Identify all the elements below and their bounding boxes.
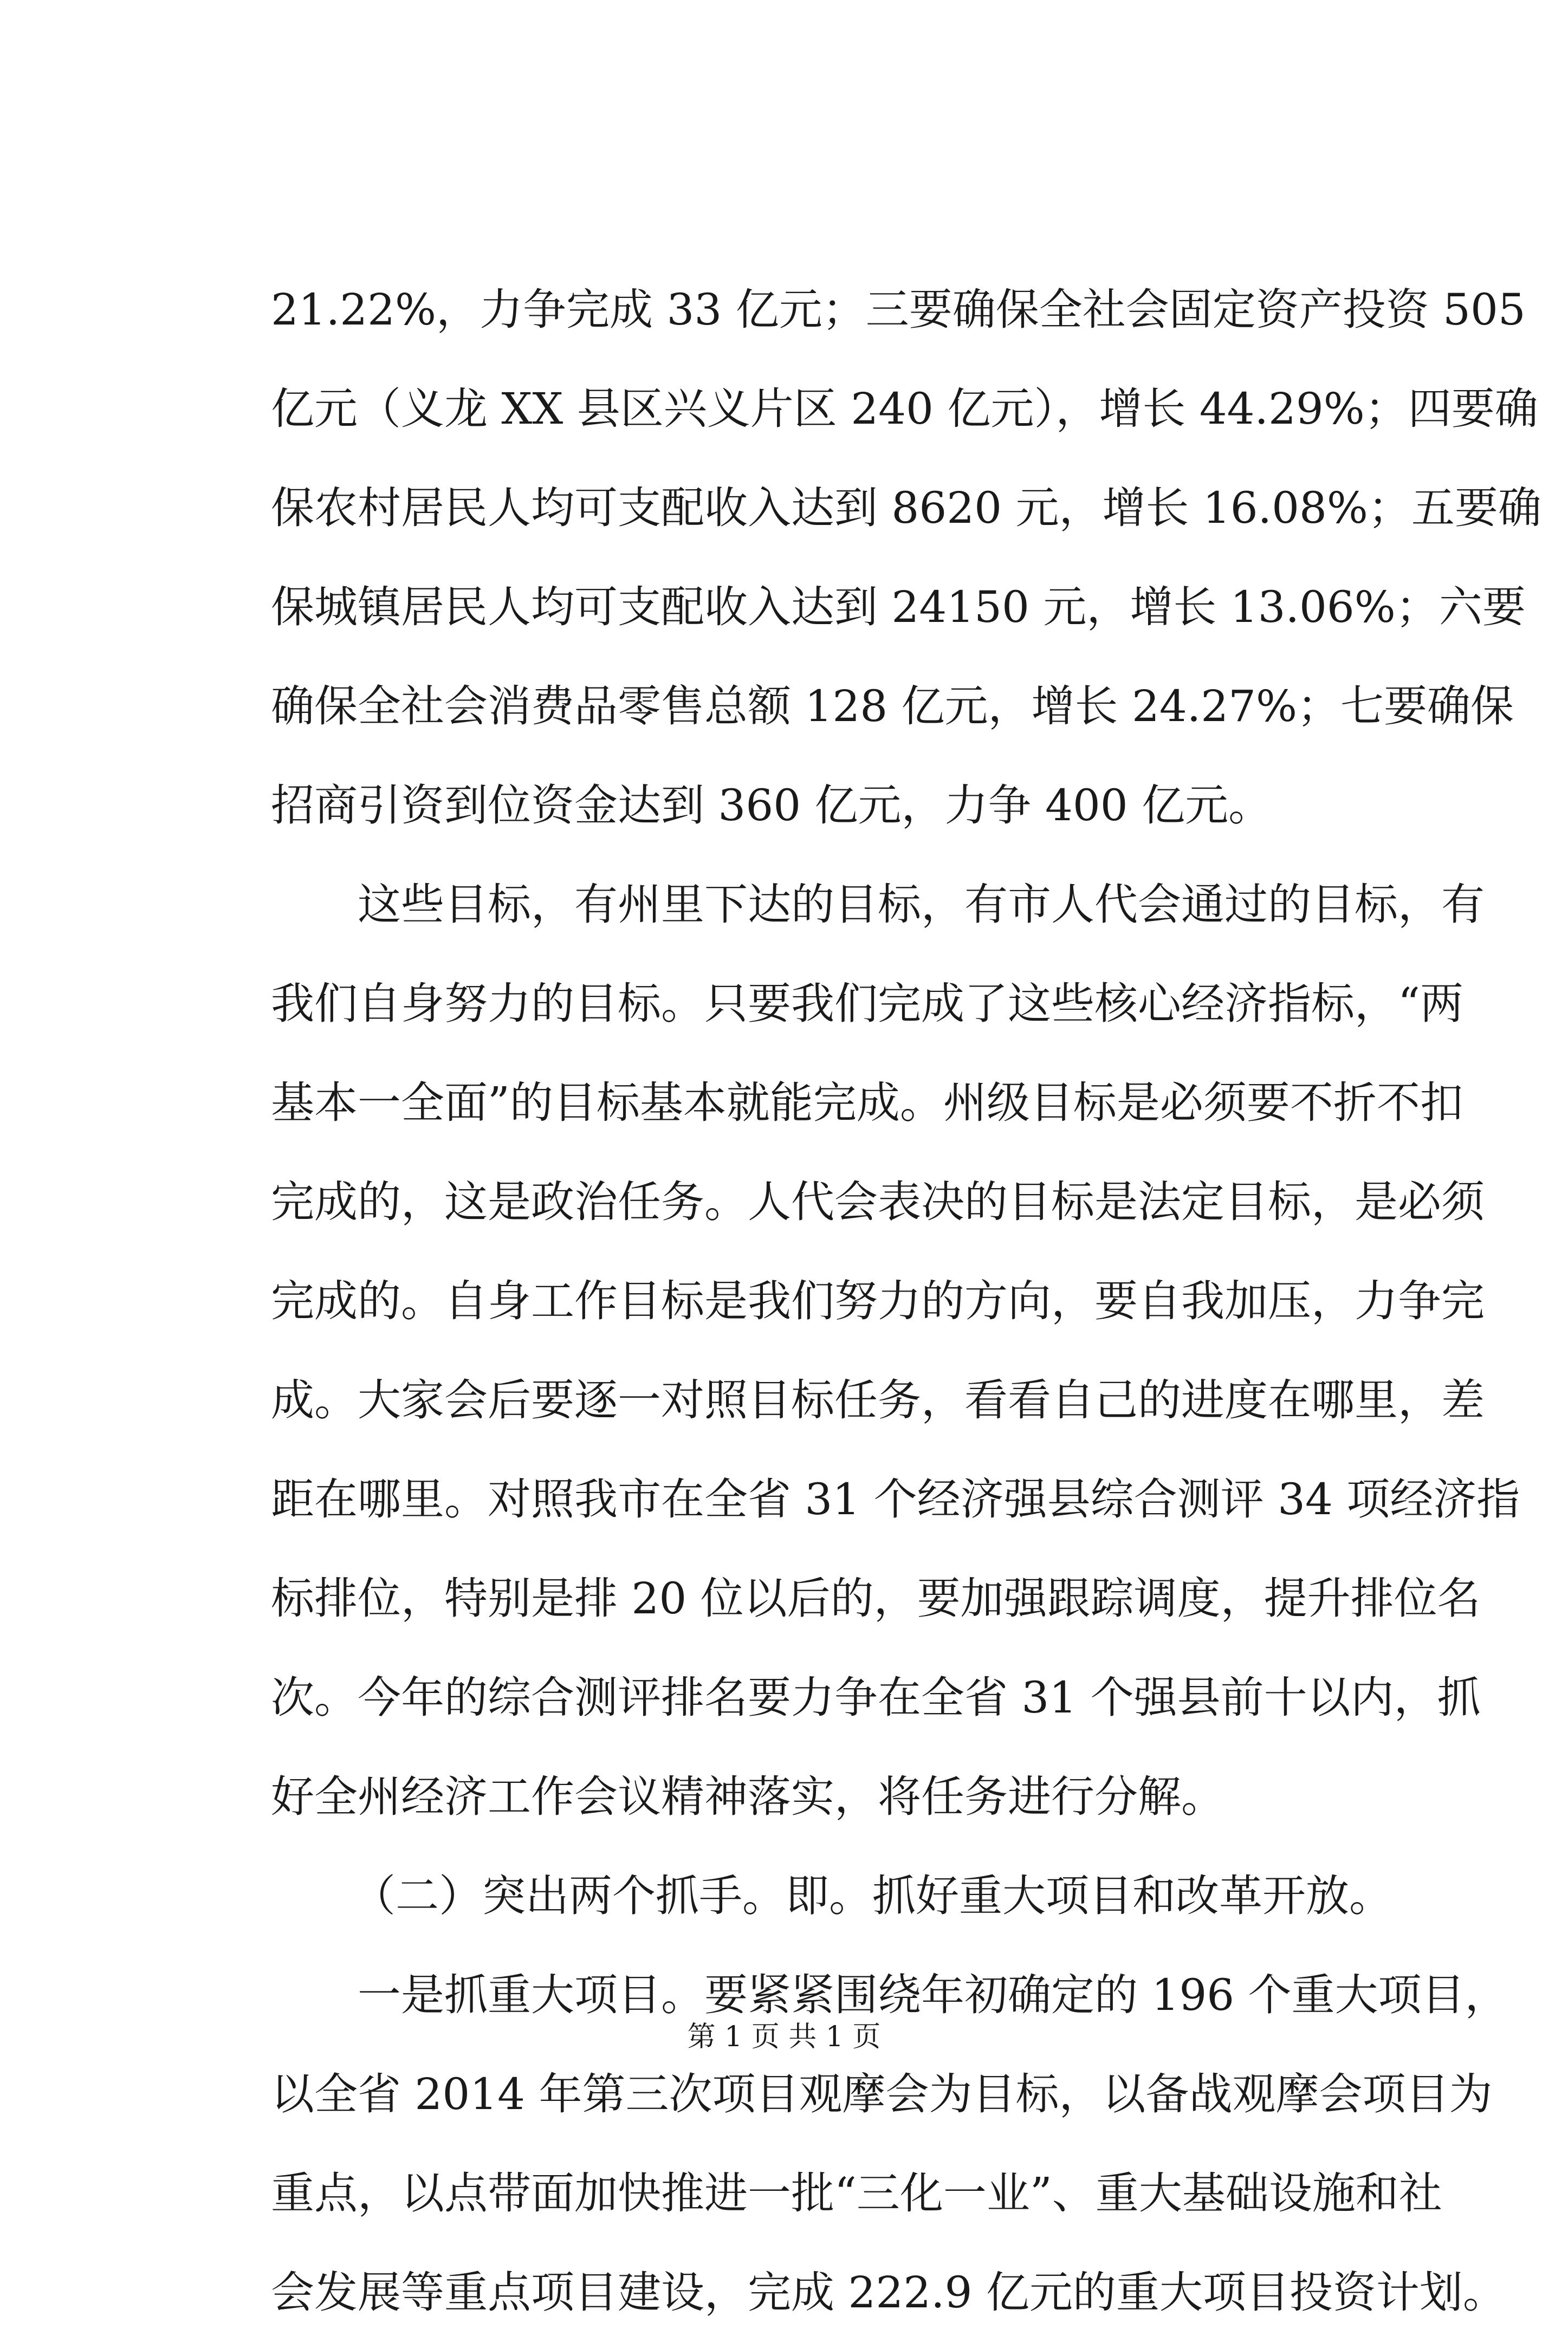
text-line: 保城镇居民人均可支配收入达到 24150 元，增长 13.06%；六要	[271, 582, 1526, 632]
text-line: 21.22%，力争完成 33 亿元；三要确保全社会固定资产投资 505	[271, 284, 1526, 335]
text-line: 我们自身努力的目标。只要我们完成了这些核心经济指标，“两	[271, 978, 1463, 1029]
page-number-footer: 第 1 页 共 1 页	[687, 2021, 881, 2053]
text-line: 重点，以点带面加快推进一批“三化一业”、重大基础设施和社	[271, 2168, 1442, 2218]
text-line: 完成的。自身工作目标是我们努力的方向，要自我加压，力争完	[271, 1276, 1485, 1326]
text-line: 标排位，特别是排 20 位以后的，要加强跟踪调度，提升排位名	[271, 1573, 1481, 1624]
text-line: 好全州经济工作会议精神落实，将任务进行分解。	[271, 1772, 1224, 1822]
text-line: 会发展等重点项目建设，完成 222.9 亿元的重大项目投资计划。	[271, 2267, 1506, 2318]
text-line: 距在哪里。对照我市在全省 31 个经济强县综合测评 34 项经济指	[271, 1474, 1520, 1524]
text-line: 这些目标，有州里下达的目标，有市人代会通过的目标，有	[358, 879, 1485, 930]
text-line: 完成的，这是政治任务。人代会表决的目标是法定目标，是必须	[271, 1177, 1485, 1227]
text-line: 次。今年的综合测评排名要力争在全省 31 个强县前十以内，抓	[271, 1672, 1481, 1723]
text-line: 保农村居民人均可支配收入达到 8620 元，增长 16.08%；五要确	[271, 483, 1541, 533]
section-heading: （二）突出两个抓手。即。抓好重大项目和改革开放。	[352, 1871, 1392, 1921]
text-line: 基本一全面”的目标基本就能完成。州级目标是必须要不折不扣	[271, 1078, 1463, 1128]
text-line: 确保全社会消费品零售总额 128 亿元，增长 24.27%；七要确保	[271, 681, 1514, 731]
text-line: 亿元（义龙 XX 县区兴义片区 240 亿元），增长 44.29%；四要确	[271, 384, 1538, 434]
text-line: 招商引资到位资金达到 360 亿元，力争 400 亿元。	[271, 780, 1272, 831]
text-line: 以全省 2014 年第三次项目观摩会为目标，以备战观摩会项目为	[271, 2069, 1493, 2119]
text-line: 一是抓重大项目。要紧紧围绕年初确定的 196 个重大项目，	[358, 1970, 1508, 2020]
text-line: 成。大家会后要逐一对照目标任务，看看自己的进度在哪里，差	[271, 1375, 1485, 1425]
